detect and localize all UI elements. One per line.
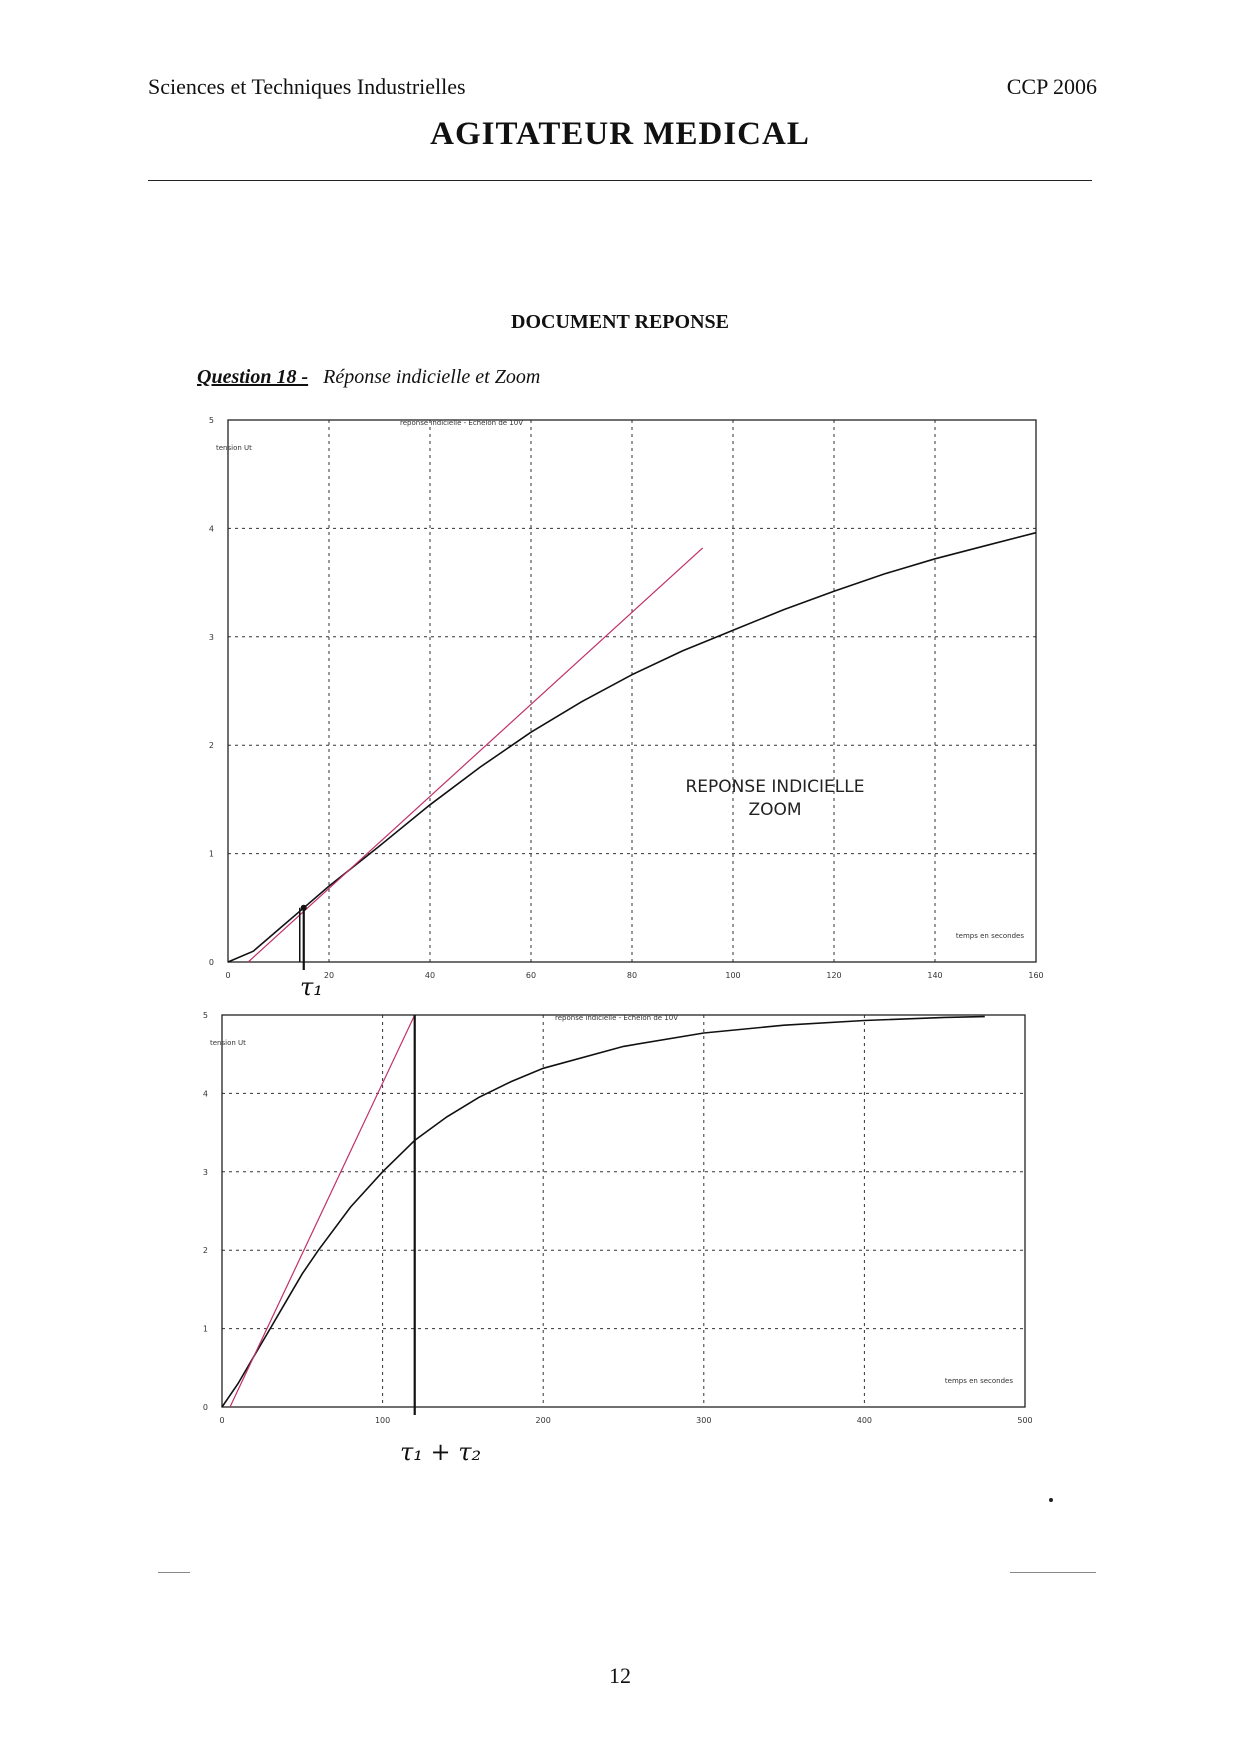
y-tick-label: 3 [208, 632, 214, 642]
y-tick-label: 5 [208, 416, 214, 425]
plot-frame [228, 420, 1036, 962]
question-text: Réponse indicielle et Zoom [323, 366, 541, 388]
chart-annotation: REPONSE INDICIELLE [685, 777, 865, 797]
y-tick-label: 3 [202, 1167, 208, 1177]
chart-annotation: ZOOM [748, 800, 802, 820]
x-tick-label: 0 [219, 1416, 225, 1425]
legend-entry: reponse indicielle - Echelon de 10V [555, 1014, 678, 1022]
x-tick-label: 120 [826, 971, 842, 980]
y-tick-label: 0 [202, 1403, 208, 1412]
y-tick-label: 1 [208, 849, 214, 859]
document-title: AGITATEUR MEDICAL [430, 116, 810, 152]
x-tick-label: 160 [1028, 971, 1044, 980]
y-tick-label: 2 [208, 741, 214, 751]
page-number: 12 [609, 1663, 631, 1688]
x-tick-label: 0 [225, 971, 231, 980]
stray-dot [1049, 1498, 1053, 1502]
marker-point [301, 905, 307, 911]
y-tick-label: 1 [202, 1324, 208, 1334]
y-tick-label: 0 [208, 958, 214, 967]
response-curve [222, 1017, 985, 1407]
tangent-line [230, 1015, 415, 1407]
x-tick-label: 200 [535, 1416, 551, 1425]
handwritten-label: τ₁ + τ₂ [400, 1438, 482, 1466]
tangent-line [248, 548, 703, 962]
y-axis-label: tension Ut [210, 1039, 246, 1047]
y-axis-label: tension Ut [216, 444, 252, 452]
legend-entry: reponse indicielle - Echelon de 10V [400, 419, 523, 427]
x-tick-label: 40 [424, 971, 436, 980]
y-tick-label: 2 [202, 1246, 208, 1256]
crop-mark-right [1010, 1572, 1096, 1573]
header-subject: Sciences et Techniques Industrielles [148, 74, 466, 99]
crop-mark-left [158, 1572, 190, 1573]
handwritten-label: τ₁ [300, 973, 323, 1001]
x-tick-label: 80 [626, 971, 638, 980]
x-tick-label: 500 [1017, 1416, 1033, 1425]
y-tick-label: 4 [208, 524, 214, 534]
x-axis-label: temps en secondes [955, 932, 1024, 940]
x-tick-label: 20 [323, 971, 335, 980]
y-tick-label: 5 [202, 1011, 208, 1020]
x-tick-label: 100 [725, 971, 741, 980]
y-tick-label: 4 [202, 1089, 208, 1099]
x-tick-label: 300 [696, 1416, 712, 1425]
header-year: CCP 2006 [1006, 74, 1097, 99]
x-tick-label: 60 [525, 971, 537, 980]
x-tick-label: 140 [927, 971, 943, 980]
x-axis-label: temps en secondes [944, 1377, 1013, 1385]
section-title: DOCUMENT REPONSE [511, 311, 729, 333]
x-tick-label: 100 [374, 1416, 391, 1425]
plot-frame [222, 1015, 1025, 1407]
question-number: Question 18 - [197, 366, 309, 388]
x-tick-label: 400 [856, 1416, 873, 1425]
